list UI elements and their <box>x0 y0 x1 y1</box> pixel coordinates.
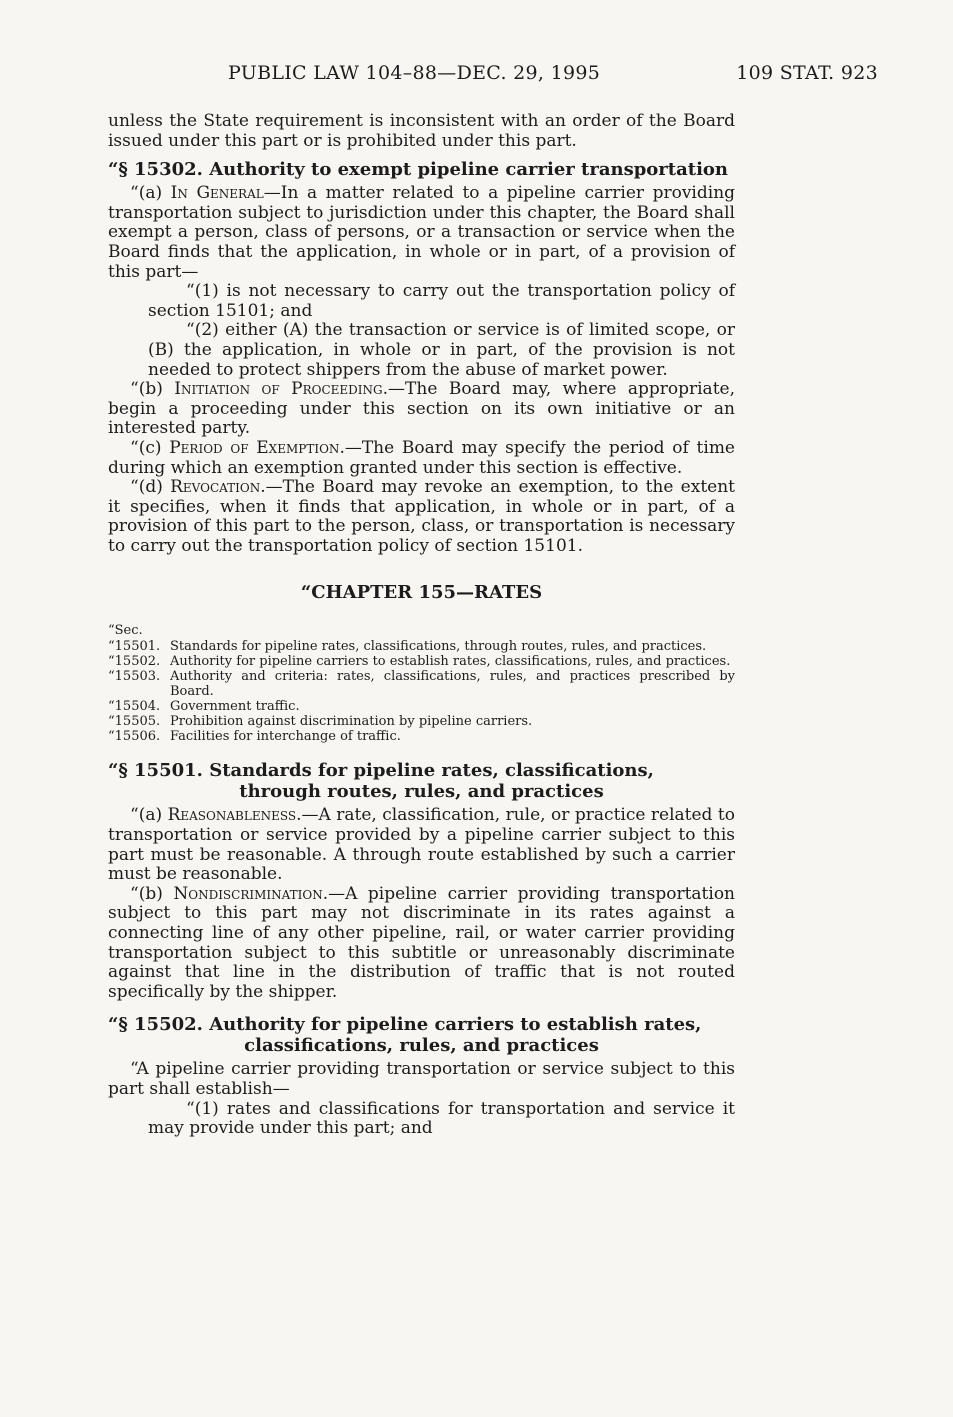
toc-text: Government traffic. <box>170 699 300 715</box>
toc-number: “15502. <box>108 654 161 670</box>
toc-row <box>108 639 735 654</box>
toc-row <box>108 714 735 729</box>
toc-number: “15501. <box>108 639 161 655</box>
toc-row <box>108 669 735 699</box>
section-15502-heading: “§ 15502. Authority for pipeline carriers to establish rates, classifications, rules, and practices <box>108 1014 702 1057</box>
toc-text: Authority and criteria: rates, classifications, rules, and practices prescribed by Board. <box>170 669 735 700</box>
section-15501-b: “(b) Nondiscrimination.—A pipeline carrier providing transportation subject to this part may not discriminate in its rates against a connecting line of any other pipeline, rail, or water carrier providing transportation subject to this subtitle or unreasonably discriminate against that line in the distribution of traffic that is not routed specifically by the shipper. <box>108 883 735 1002</box>
toc-text: Prohibition against discrimination by pipeline carriers. <box>170 714 533 730</box>
section-15502-item-1: “(1) rates and classifications for transportation and service it may provide under this part; and <box>148 1098 735 1139</box>
section-15302-d: “(d) Revocation.—The Board may revoke an exemption, to the extent it specifies, when it finds that application, in whole or in part, of a provision of this part to the person, class, or transportation is necessary to carry out the transportation policy of section 15101. <box>108 477 735 556</box>
toc-text: Standards for pipeline rates, classifications, through routes, rules, and practices. <box>170 639 707 655</box>
section-15302-a: “(a) In General—In a matter related to a pipeline carrier providing transportation subject to jurisdiction under this chapter, the Board shall exempt a person, class of persons, or a transaction or service when the Board finds that the application, in whole or in part, of a provision of this part— <box>108 183 736 282</box>
section-15302-item-1: “(1) is not necessary to carry out the transportation policy of section 15101; and <box>148 281 735 321</box>
section-15302-heading: “§ 15302. Authority to exempt pipeline carrier transportation <box>108 159 728 181</box>
chapter-155-table-of-contents <box>108 623 735 744</box>
document-body <box>108 112 735 1139</box>
chapter-155-heading: “CHAPTER 155—RATES <box>300 582 543 604</box>
toc-number: “15506. <box>108 729 161 745</box>
subsection-label: Reasonableness <box>167 805 297 826</box>
toc-row <box>108 654 735 669</box>
toc-text: Facilities for interchange of traffic. <box>170 729 401 745</box>
subsection-label: Revocation <box>170 477 261 498</box>
section-15302-item-2: “(2) either (A) the transaction or service is of limited scope, or (B) the application, in whole or in part, of the provision is not needed to protect shippers from the abuse of market power. <box>148 320 735 380</box>
toc-sec-label: “Sec. <box>108 623 143 639</box>
running-header <box>108 62 878 88</box>
subsection-label: Initiation of Proceeding <box>174 379 383 400</box>
subsection-label: In General <box>170 183 264 204</box>
toc-number: “15503. <box>108 669 161 685</box>
public-law-title: PUBLIC LAW 104–88—DEC. 29, 1995 <box>228 62 601 84</box>
subsection-label: Period of Exemption <box>169 437 340 458</box>
statute-page-number: 109 STAT. 923 <box>736 62 878 84</box>
section-15501-a: “(a) Reasonableness.—A rate, classification, rule, or practice related to transportation or service provided by a pipeline carrier subject to this part must be reasonable. A through route established by such a carrier must be reasonable. <box>108 805 735 885</box>
subsection-label: Nondiscrimination <box>173 883 323 904</box>
page <box>108 62 878 1139</box>
toc-row <box>108 729 735 744</box>
section-15302-c: “(c) Period of Exemption.—The Board may specify the period of time during which an exemption granted under this section is effective. <box>108 437 735 478</box>
section-15501-heading: “§ 15501. Standards for pipeline rates, classifications, through routes, rules, and practices <box>108 760 654 803</box>
intro-paragraph: unless the State requirement is inconsistent with an order of the Board issued under this part or is prohibited under this part. <box>108 111 735 151</box>
toc-number: “15504. <box>108 699 161 715</box>
toc-number: “15505. <box>108 714 161 730</box>
section-15302-b: “(b) Initiation of Proceeding.—The Board may, where appropriate, begin a proceeding under this section on its own initiative or an interested party. <box>108 379 735 439</box>
toc-text: Authority for pipeline carriers to establish rates, classifications, rules, and practices. <box>170 654 731 670</box>
section-15502-intro: “A pipeline carrier providing transportation or service subject to this part shall establish— <box>108 1059 735 1099</box>
toc-row <box>108 699 735 714</box>
